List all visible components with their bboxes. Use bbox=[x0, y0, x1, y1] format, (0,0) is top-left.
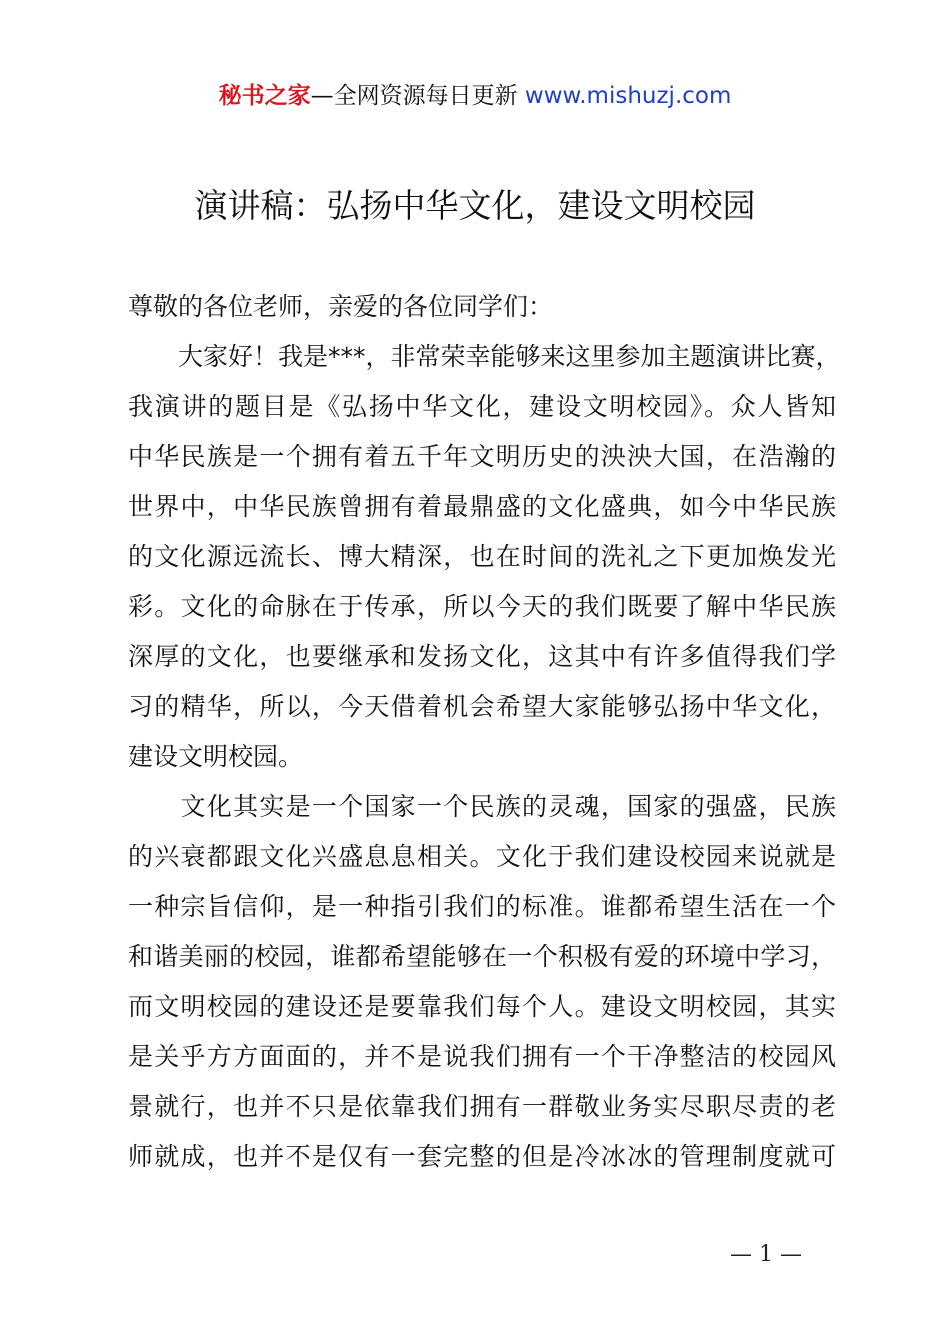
document-title: 演讲稿：弘扬中华文化，建设文明校园 bbox=[194, 186, 756, 225]
text-line: 建设文明校园。 bbox=[128, 742, 304, 771]
text-line: 深厚的文化，也要继承和发扬文化，这其中有许多值得我们学 bbox=[128, 642, 836, 671]
text-line: 和谐美丽的校园，谁都希望能够在一个积极有爱的环境中学习， bbox=[128, 942, 836, 971]
paragraph-2 bbox=[128, 782, 836, 1182]
text-line: 习的精华，所以，今天借着机会希望大家能够弘扬中华文化， bbox=[128, 692, 836, 721]
text-line: 世界中，中华民族曾拥有着最鼎盛的文化盛典，如今中华民族 bbox=[128, 492, 836, 521]
text-line: 彩。文化的命脉在于传承，所以今天的我们既要了解中华民族 bbox=[128, 592, 836, 621]
text-line: 景就行，也并不只是依靠我们拥有一群敬业务实尽职尽责的老 bbox=[128, 1092, 836, 1121]
paragraph-1 bbox=[128, 332, 841, 782]
document-body bbox=[128, 282, 841, 1182]
header-slogan: —全网资源每日更新 bbox=[310, 83, 525, 109]
text-line: 的兴衰都跟文化兴盛息息相关。文化于我们建设校园来说就是 bbox=[128, 842, 836, 871]
text-line: 中华民族是一个拥有着五千年文明历史的泱泱大国，在浩瀚的 bbox=[128, 442, 836, 471]
text-line: 的文化源远流长、博大精深，也在时间的洗礼之下更加焕发光 bbox=[128, 542, 836, 571]
page-number: — 1 — bbox=[730, 1242, 802, 1267]
site-header bbox=[0, 80, 950, 112]
salutation: 尊敬的各位老师，亲爱的各位同学们： bbox=[128, 292, 554, 321]
text-line: 文化其实是一个国家一个民族的灵魂，国家的强盛，民族 bbox=[128, 792, 836, 821]
site-url[interactable]: www.mishuzj.com bbox=[524, 83, 732, 109]
text-line: 一种宗旨信仰，是一种指引我们的标准。谁都希望生活在一个 bbox=[128, 892, 836, 921]
text-line: 而文明校园的建设还是要靠我们每个人。建设文明校园，其实 bbox=[128, 992, 836, 1021]
text-line: 我演讲的题目是《弘扬中华文化，建设文明校园》。众人皆知 bbox=[128, 392, 836, 421]
text-line: 师就成，也并不是仅有一套完整的但是冷冰冰的管理制度就可 bbox=[128, 1142, 836, 1171]
text-line: 大家好！我是***，非常荣幸能够来这里参加主题演讲比赛， bbox=[128, 342, 841, 371]
text-line: 是关乎方方面面的，并不是说我们拥有一个干净整洁的校园风 bbox=[128, 1042, 836, 1071]
brand-name: 秘书之家 bbox=[218, 83, 311, 109]
